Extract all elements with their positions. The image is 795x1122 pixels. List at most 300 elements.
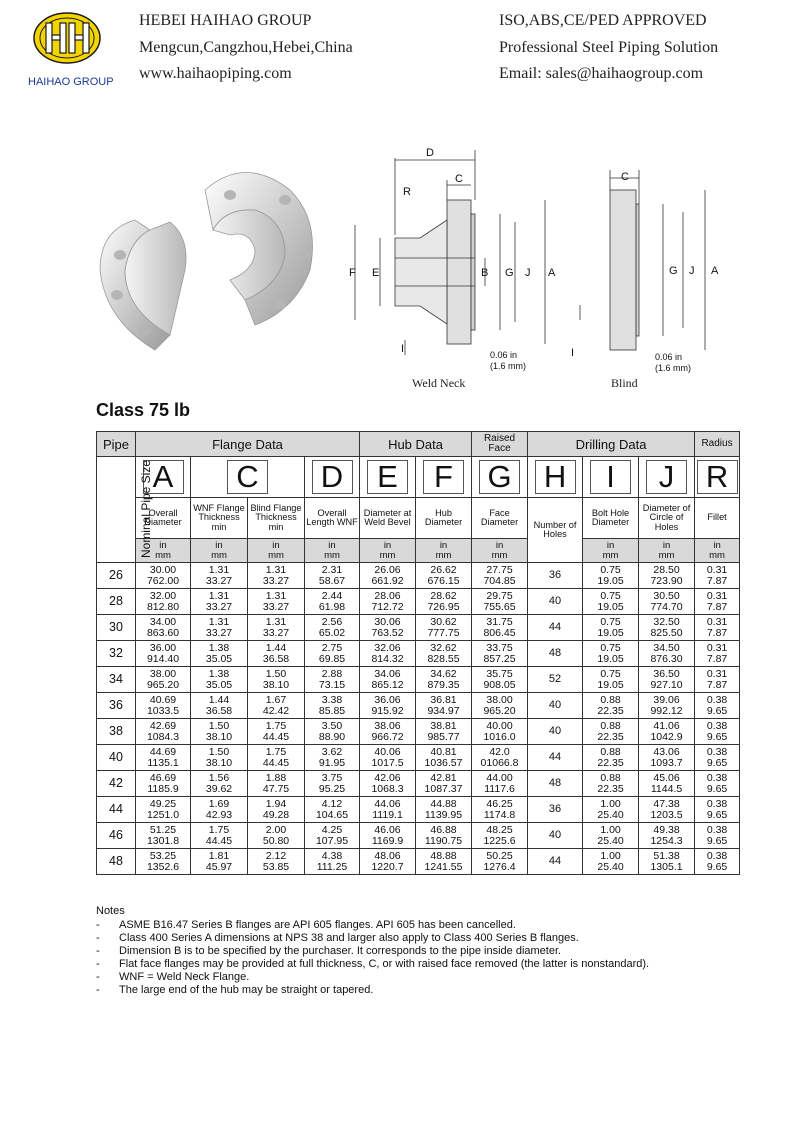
value-cell-i (583, 719, 639, 745)
value-cell-r (695, 719, 740, 745)
unit-cell (472, 539, 528, 563)
value-cell-r (695, 693, 740, 719)
value-cell-c1 (191, 745, 248, 771)
value-cell-r (695, 589, 740, 615)
value-mm: 1068.3 (371, 782, 404, 795)
value-in: 0.31 (706, 616, 728, 628)
value-cell-g (472, 797, 528, 823)
value-mm: 1144.5 (650, 782, 683, 795)
value-mm: 9.65 (706, 730, 728, 743)
company-address: Mengcun,Cangzhou,Hebei,China (139, 38, 353, 56)
value-in: 51.38 (653, 850, 680, 862)
value-in: 38.00 (486, 694, 513, 706)
value-in: 1.31 (208, 590, 230, 602)
value-cell-a (136, 667, 191, 693)
flange-photo-image (95, 160, 325, 360)
desc-a: Overall Diameter (136, 498, 191, 539)
value-in: 46.69 (149, 772, 177, 784)
value-mm: 65.02 (318, 626, 346, 639)
value-cell-h: 36 (528, 563, 583, 589)
value-mm: 1117.6 (484, 782, 515, 795)
value-mm: 47.75 (262, 782, 290, 795)
value-cell-c2 (248, 563, 305, 589)
value-cell-c2 (248, 641, 305, 667)
note-bullet: - (96, 984, 100, 996)
value-cell-a (136, 797, 191, 823)
unit-in: in (272, 539, 280, 551)
value-cell-h: 40 (528, 589, 583, 615)
desc-d: Overall Length WNF (305, 498, 360, 539)
value-mm: 879.35 (427, 678, 460, 691)
value-cell-d (305, 719, 360, 745)
value-cell-h: 40 (528, 823, 583, 849)
value-cell-a (136, 719, 191, 745)
value-mm: 1301.8 (146, 834, 180, 847)
value-cell-d (305, 797, 360, 823)
value-in: 34.50 (653, 642, 680, 654)
value-in: 1.81 (208, 850, 230, 862)
value-cell-c1 (191, 693, 248, 719)
value-cell-e (360, 719, 416, 745)
value-cell-r (695, 745, 740, 771)
value-mm: 1254.3 (650, 834, 683, 847)
value-mm: 1174.8 (483, 808, 516, 821)
unit-in: in (383, 539, 392, 551)
value-in: 1.67 (265, 694, 287, 706)
value-cell-j (639, 693, 695, 719)
value-mm: 1093.7 (650, 756, 683, 769)
value-in: 28.06 (374, 590, 401, 602)
value-mm: 927.10 (650, 678, 683, 691)
note-item (96, 945, 649, 958)
description-row (97, 498, 740, 539)
value-in: 0.31 (706, 590, 728, 602)
value-mm: 111.25 (316, 860, 348, 873)
value-cell-i (583, 745, 639, 771)
value-cell-f (416, 589, 472, 615)
unit-in: in (713, 539, 721, 551)
unit-mm: mm (658, 549, 675, 561)
value-mm: 1190.75 (424, 834, 463, 847)
weld-neck-drawing (345, 140, 565, 390)
value-in: 53.25 (149, 850, 177, 862)
value-mm: 755.65 (483, 600, 516, 613)
value-in: 0.31 (706, 668, 728, 680)
value-cell-i (583, 615, 639, 641)
company-name: HEBEI HAIHAO GROUP (139, 12, 312, 29)
table-row (97, 693, 740, 719)
nps-cell: 28 (97, 589, 136, 615)
nps-cell: 38 (97, 719, 136, 745)
value-in: 1.00 (600, 850, 621, 862)
letter-row (97, 457, 740, 498)
value-in: 1.50 (208, 720, 230, 732)
letter-h: H (535, 460, 576, 494)
value-mm: 676.15 (427, 574, 460, 587)
value-mm: 1135.1 (147, 756, 179, 769)
note-item (96, 919, 649, 932)
letter-cell-c (191, 457, 305, 498)
value-in: 26.62 (430, 564, 457, 576)
value-cell-c2 (248, 693, 305, 719)
value-in: 3.50 (321, 720, 343, 732)
letter-cell-e (360, 457, 416, 498)
value-cell-g (472, 641, 528, 667)
value-cell-r (695, 641, 740, 667)
value-cell-f (416, 615, 472, 641)
value-mm: 49.28 (262, 808, 290, 821)
letter-g: G (479, 460, 520, 494)
value-in: 38.06 (374, 720, 401, 732)
value-in: 44.88 (430, 798, 457, 810)
value-cell-f (416, 641, 472, 667)
value-in: 30.06 (374, 616, 401, 628)
value-cell-j (639, 849, 695, 875)
value-cell-i (583, 667, 639, 693)
note-bullet: - (96, 958, 100, 970)
value-in: 1.44 (208, 694, 230, 706)
value-cell-r (695, 667, 740, 693)
value-cell-h: 40 (528, 719, 583, 745)
nps-cell: 42 (97, 771, 136, 797)
unit-in: in (662, 539, 671, 551)
value-mm: 965.20 (483, 704, 516, 717)
value-in: 38.00 (149, 668, 177, 680)
value-mm: 22.35 (597, 704, 624, 717)
value-mm: 1276.4 (483, 860, 516, 873)
value-cell-g (472, 849, 528, 875)
value-cell-e (360, 849, 416, 875)
value-in: 4.12 (321, 798, 343, 810)
value-mm: 865.12 (371, 678, 404, 691)
value-cell-i (583, 797, 639, 823)
note-bullet: - (96, 932, 100, 944)
table-row (97, 823, 740, 849)
value-mm: 1241.55 (424, 860, 463, 873)
value-mm: 58.67 (318, 574, 346, 587)
value-in: 34.06 (374, 668, 401, 680)
value-in: 1.00 (600, 798, 621, 810)
value-in: 0.31 (706, 564, 728, 576)
unit-cell (639, 539, 695, 563)
value-mm: 9.65 (706, 860, 728, 873)
value-mm: 814.32 (371, 652, 404, 665)
unit-in: in (215, 539, 223, 551)
value-in: 3.62 (321, 746, 343, 758)
value-in: 1.50 (208, 746, 230, 758)
slogan-text: Professional Steel Piping Solution (499, 38, 719, 56)
desc-h: Number of Holes (528, 498, 583, 563)
value-cell-g (472, 745, 528, 771)
flange-spec-table (96, 431, 740, 875)
blind-dim-c-label: C (621, 171, 629, 183)
value-in: 41.06 (653, 720, 680, 732)
table-row (97, 589, 740, 615)
value-mm: 73.15 (318, 678, 346, 691)
table-row (97, 641, 740, 667)
letter-a: A (143, 460, 184, 494)
value-cell-c1 (191, 615, 248, 641)
value-mm: 19.05 (597, 626, 624, 639)
value-mm: 35.05 (205, 652, 233, 665)
value-in: 2.31 (321, 564, 343, 576)
group-raised-face: Raised Face (472, 432, 528, 457)
value-cell-h: 44 (528, 615, 583, 641)
value-mm: 01066.8 (480, 756, 519, 769)
value-in: 0.38 (706, 850, 728, 862)
table-row (97, 849, 740, 875)
value-mm: 965.20 (146, 678, 180, 691)
value-mm: 50.80 (262, 834, 290, 847)
blind-dim-a-label: A (711, 265, 719, 277)
email-text[interactable]: Email: sales@haihaogroup.com (499, 65, 704, 82)
nps-label: Nominal Pipe Size (139, 459, 154, 559)
blind-dim-note-mm: (1.6 mm) (655, 363, 691, 373)
value-in: 0.75 (600, 668, 621, 680)
value-cell-c2 (248, 849, 305, 875)
note-text: ASME B16.47 Series B flanges are API 605 flanges. API 605 has been cancelled. (119, 919, 516, 931)
value-in: 2.44 (321, 590, 343, 602)
value-mm: 25.40 (597, 860, 624, 873)
value-mm: 1016.0 (483, 730, 516, 743)
desc-e: Diameter at Weld Bevel (360, 498, 416, 539)
value-in: 1.38 (208, 668, 230, 680)
value-in: 40.06 (374, 746, 401, 758)
dim-r-label: R (403, 186, 411, 198)
value-cell-a (136, 615, 191, 641)
desc-r: Fillet (695, 498, 740, 539)
value-mm: 36.58 (262, 652, 290, 665)
group-flange: Flange Data (136, 432, 360, 457)
value-in: 36.00 (149, 642, 177, 654)
value-cell-d (305, 641, 360, 667)
value-mm: 107.95 (315, 834, 349, 847)
group-pipe: Pipe (97, 432, 136, 457)
value-cell-i (583, 641, 639, 667)
value-in: 1.75 (265, 746, 287, 758)
table-row (97, 563, 740, 589)
value-in: 34.62 (430, 668, 457, 680)
nps-cell: 40 (97, 745, 136, 771)
value-cell-h: 52 (528, 667, 583, 693)
value-cell-f (416, 745, 472, 771)
header-right (499, 8, 718, 88)
value-mm: 934.97 (427, 704, 460, 717)
value-cell-d (305, 849, 360, 875)
value-cell-h: 48 (528, 641, 583, 667)
value-mm: 777.75 (427, 626, 460, 639)
note-text: The large end of the hub may be straight or tapered. (119, 984, 374, 996)
value-mm: 85.85 (318, 704, 346, 717)
value-in: 1.88 (265, 772, 287, 784)
unit-mm: mm (379, 549, 396, 561)
unit-mm: mm (602, 549, 619, 561)
value-in: 42.81 (430, 772, 457, 784)
nps-cell: 32 (97, 641, 136, 667)
value-in: 32.06 (374, 642, 401, 654)
value-mm: 1036.57 (424, 756, 463, 769)
value-cell-c1 (191, 719, 248, 745)
value-cell-f (416, 797, 472, 823)
value-cell-h: 48 (528, 771, 583, 797)
dim-j-label: J (525, 267, 531, 279)
value-mm: 1251.0 (146, 808, 180, 821)
note-bullet: - (96, 971, 100, 983)
value-in: 2.75 (321, 642, 343, 654)
letter-cell-d (305, 457, 360, 498)
blind-dim-i-label: I (571, 347, 575, 359)
note-item (96, 958, 649, 971)
value-in: 1.50 (265, 668, 287, 680)
value-in: 49.25 (149, 798, 177, 810)
unit-cell (305, 539, 360, 563)
value-cell-f (416, 823, 472, 849)
value-mm: 95.25 (318, 782, 346, 795)
value-in: 30.50 (653, 590, 680, 602)
value-cell-a (136, 589, 191, 615)
value-cell-e (360, 797, 416, 823)
value-mm: 44.45 (262, 756, 290, 769)
value-cell-d (305, 615, 360, 641)
blind-caption: Blind (611, 376, 638, 390)
table-row (97, 745, 740, 771)
value-in: 1.31 (265, 616, 287, 628)
value-mm: 9.65 (706, 834, 728, 847)
value-in: 0.38 (706, 824, 728, 836)
value-mm: 7.87 (706, 678, 728, 691)
value-mm: 9.65 (706, 756, 728, 769)
value-cell-j (639, 641, 695, 667)
value-cell-c1 (191, 823, 248, 849)
table-row (97, 615, 740, 641)
value-cell-e (360, 615, 416, 641)
value-in: 30.62 (430, 616, 457, 628)
value-cell-e (360, 667, 416, 693)
value-in: 2.88 (321, 668, 343, 680)
value-in: 47.38 (653, 798, 680, 810)
dim-note-in: 0.06 in (490, 350, 518, 360)
value-cell-g (472, 771, 528, 797)
letter-cell-f (416, 457, 472, 498)
unit-in: in (159, 539, 167, 551)
value-mm: 22.35 (597, 730, 624, 743)
value-cell-a (136, 641, 191, 667)
value-in: 0.88 (600, 694, 621, 706)
value-mm: 33.27 (262, 626, 290, 639)
value-cell-c2 (248, 667, 305, 693)
value-cell-f (416, 693, 472, 719)
value-cell-e (360, 641, 416, 667)
value-in: 0.38 (706, 798, 728, 810)
dim-i-label: I (401, 343, 405, 355)
value-cell-c2 (248, 589, 305, 615)
value-cell-g (472, 823, 528, 849)
value-cell-j (639, 797, 695, 823)
letter-cell-g (472, 457, 528, 498)
unit-cell (191, 539, 248, 563)
value-in: 0.38 (706, 746, 728, 758)
nps-cell: 36 (97, 693, 136, 719)
value-mm: 1225.6 (483, 834, 516, 847)
value-cell-c1 (191, 771, 248, 797)
desc-j: Diameter of Circle of Holes (639, 498, 695, 539)
value-in: 48.88 (430, 850, 457, 862)
value-mm: 915.92 (371, 704, 404, 717)
note-item (96, 984, 649, 997)
letter-cell-i (583, 457, 639, 498)
group-drilling: Drilling Data (528, 432, 695, 457)
letter-r: R (697, 460, 738, 494)
value-mm: 33.27 (262, 574, 290, 587)
unit-cell (248, 539, 305, 563)
dim-note-mm: (1.6 mm) (490, 361, 526, 371)
value-cell-r (695, 849, 740, 875)
value-cell-j (639, 667, 695, 693)
unit-mm: mm (491, 549, 508, 561)
value-in: 3.75 (321, 772, 343, 784)
unit-in: in (495, 539, 504, 551)
company-website[interactable]: www.haihaopiping.com (139, 65, 292, 82)
value-mm: 44.45 (205, 834, 233, 847)
value-mm: 104.65 (315, 808, 349, 821)
unit-mm: mm (435, 549, 452, 561)
value-cell-r (695, 563, 740, 589)
nps-cell: 46 (97, 823, 136, 849)
unit-cell (583, 539, 639, 563)
value-mm: 9.65 (706, 782, 728, 795)
value-in: 0.75 (600, 564, 621, 576)
value-mm: 22.35 (597, 756, 624, 769)
value-cell-a (136, 849, 191, 875)
value-mm: 35.05 (205, 678, 233, 691)
desc-i: Bolt Hole Diameter (583, 498, 639, 539)
value-cell-e (360, 745, 416, 771)
value-in: 1.31 (208, 616, 230, 628)
letter-c: C (227, 460, 268, 494)
value-in: 1.56 (208, 772, 230, 784)
value-cell-c1 (191, 589, 248, 615)
value-cell-d (305, 667, 360, 693)
letter-cell-h (528, 457, 583, 498)
value-in: 0.88 (600, 720, 621, 732)
notes-title: Notes (96, 905, 125, 917)
value-in: 0.38 (706, 720, 728, 732)
value-in: 1.75 (265, 720, 287, 732)
value-mm: 7.87 (706, 626, 728, 639)
note-item (96, 932, 649, 945)
value-in: 42.69 (149, 720, 177, 732)
value-cell-d (305, 563, 360, 589)
value-cell-j (639, 771, 695, 797)
letter-cell-j (639, 457, 695, 498)
value-mm: 38.10 (205, 730, 233, 743)
value-cell-a (136, 693, 191, 719)
value-cell-a (136, 823, 191, 849)
value-in: 0.75 (600, 642, 621, 654)
value-cell-e (360, 563, 416, 589)
nps-header (97, 457, 154, 563)
table-row (97, 667, 740, 693)
value-cell-d (305, 823, 360, 849)
value-in: 26.06 (374, 564, 401, 576)
value-in: 48.06 (374, 850, 401, 862)
notes-section (96, 905, 649, 997)
value-in: 0.75 (600, 616, 621, 628)
value-cell-c2 (248, 823, 305, 849)
dim-b-label: B (481, 267, 489, 279)
dim-a-label: A (548, 267, 556, 279)
value-cell-d (305, 589, 360, 615)
